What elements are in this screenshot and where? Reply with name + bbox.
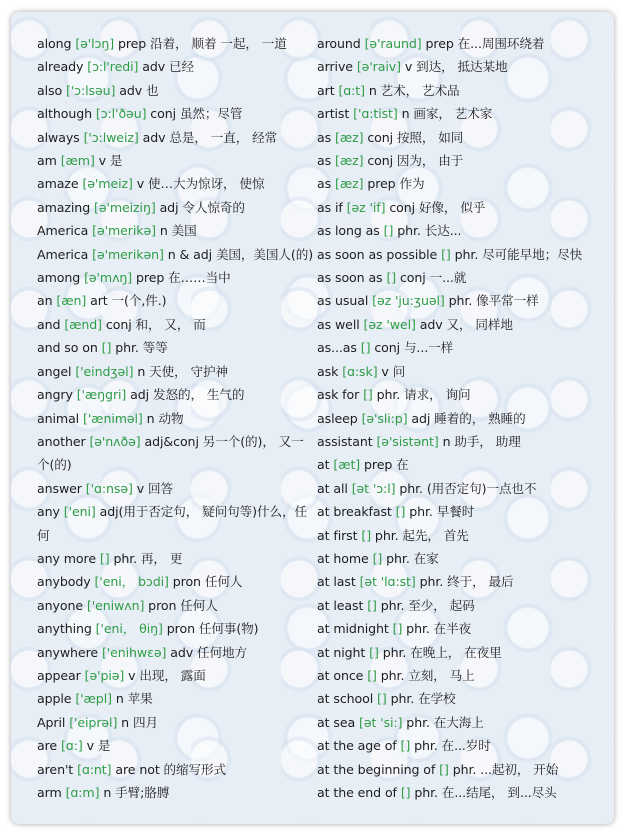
vocab-entry: [317, 664, 602, 687]
entry-word: as long as: [317, 223, 380, 239]
entry-word: an: [37, 293, 53, 309]
entry-word: at home: [317, 550, 369, 566]
entry-word: amaze: [37, 176, 79, 192]
vocab-entry: [317, 149, 602, 172]
entry-definition: n 画家， 艺术家: [401, 106, 493, 122]
entry-phonetic: []: [400, 785, 411, 800]
entry-phonetic: [ə'meiz]: [82, 176, 133, 192]
entry-word: as soon as possible: [317, 246, 438, 262]
vocab-entry: [37, 172, 307, 195]
vocab-entry: [37, 383, 307, 406]
entry-definition: n 动物: [146, 410, 184, 426]
entry-phonetic: [æt]: [333, 457, 361, 473]
entry-word: as usual: [317, 293, 369, 309]
vocab-entry: [37, 641, 307, 664]
entry-definition: adj 睡着的， 熟睡的: [411, 410, 526, 426]
entry-definition: phr. 起先， 首先: [374, 527, 469, 543]
entry-phonetic: []: [392, 621, 403, 637]
entry-definition: phr. 在晚上， 在夜里: [382, 644, 502, 660]
entry-phonetic: []: [369, 644, 379, 660]
entry-definition: phr. 终于， 最后: [419, 574, 514, 590]
entry-phonetic: [ət 'si:]: [359, 714, 403, 730]
entry-word: always: [37, 129, 80, 145]
entry-word: at the beginning of: [317, 761, 436, 777]
entry-word: aren't: [37, 761, 74, 777]
entry-phonetic: ['æpl]: [75, 691, 112, 707]
entry-phonetic: [ɑ:m]: [65, 785, 100, 800]
entry-word: already: [37, 59, 84, 75]
entry-word: at night: [317, 644, 366, 660]
entry-definition: conj 好像， 似乎: [389, 199, 486, 215]
vocab-entry: [37, 196, 307, 219]
entry-word: along: [37, 36, 72, 51]
entry-word: at: [317, 457, 330, 473]
vocab-entry: [317, 126, 602, 149]
entry-phonetic: [ə'nʌðə]: [89, 433, 141, 449]
entry-word: at the end of: [317, 785, 397, 800]
entry-definition: n 四月: [121, 714, 158, 730]
entry-definition: v 问: [381, 363, 406, 379]
vocab-entry: [317, 453, 602, 476]
entry-phonetic: []: [367, 597, 377, 613]
vocab-entry: [317, 594, 602, 617]
entry-word: at last: [317, 574, 356, 590]
entry-phonetic: ['ɑ:tist]: [353, 106, 398, 122]
entry-word: as: [317, 176, 332, 192]
entry-phonetic: [ə'merikən]: [92, 246, 164, 262]
entry-definition: prep 在……当中: [136, 270, 231, 286]
vocab-entry: [37, 547, 307, 570]
entry-phonetic: [ɑ:]: [60, 738, 83, 754]
entry-word: assistant: [317, 433, 373, 449]
vocab-entry: [317, 172, 602, 195]
entry-phonetic: [ə'mʌŋ]: [84, 270, 133, 286]
entry-word: as: [317, 153, 332, 169]
vocab-entry: [317, 360, 602, 383]
vocab-entry: [317, 547, 602, 570]
vocab-entry: [317, 266, 602, 289]
vocab-entry: [37, 243, 314, 266]
vocab-entry: [37, 336, 307, 359]
entry-definition: art 一(个,件.): [90, 293, 167, 309]
entry-word: April: [37, 714, 66, 730]
vocab-entry: [317, 313, 602, 336]
entry-definition: phr. 在家: [386, 550, 439, 566]
entry-word: amazing: [37, 199, 91, 215]
entry-phonetic: [æz]: [335, 176, 364, 192]
entry-phonetic: ['eindʒəl]: [75, 363, 134, 379]
entry-definition: adv 已经: [142, 59, 195, 75]
entry-phonetic: []: [363, 387, 373, 403]
entry-definition: phr. 立刻， 马上: [380, 667, 475, 683]
entry-word: anybody: [37, 574, 91, 590]
entry-definition: n 美国: [159, 223, 197, 239]
vocab-entry: [317, 477, 602, 500]
entry-definition: n & adj 美国，美国人(的): [167, 246, 314, 262]
entry-definition: v 出现， 露面: [128, 667, 206, 683]
entry-definition: phr. 在...岁时: [414, 738, 491, 754]
vocab-entry: [317, 758, 602, 781]
entry-phonetic: ['ɔ:lweiz]: [83, 129, 139, 145]
entry-phonetic: [əz 'ju:ʒuəl]: [372, 293, 445, 309]
entry-word: as if: [317, 199, 343, 215]
vocabulary-sheet: [11, 12, 614, 824]
entry-phonetic: []: [372, 550, 383, 566]
vocab-entry: [37, 32, 307, 55]
entry-definition: v 是: [98, 153, 123, 169]
vocab-entry: [37, 664, 307, 687]
entry-definition: conj 和， 又， 而: [105, 316, 206, 332]
vocab-entry: [37, 55, 307, 78]
right-column: [317, 32, 602, 804]
entry-word: as: [317, 129, 332, 145]
entry-phonetic: [ænd]: [64, 316, 102, 332]
entry-definition: conj 与...一样: [374, 340, 454, 356]
vocab-entry: [37, 570, 307, 593]
entry-word: at first: [317, 527, 358, 543]
entry-definition: adv 又， 同样地: [419, 316, 513, 332]
entry-phonetic: []: [101, 340, 112, 356]
vocab-entry: [317, 336, 602, 359]
entry-word: angry: [37, 387, 73, 403]
vocab-entry: [317, 524, 602, 547]
vocab-entry: [317, 196, 602, 219]
entry-word: anywhere: [37, 644, 99, 660]
entry-definition: phr. ...起初， 开始: [452, 761, 559, 777]
vocab-entry: [37, 617, 307, 640]
entry-word: am: [37, 153, 57, 169]
entry-phonetic: [æn]: [56, 293, 87, 309]
entry-definition: phr. 尽可能早地；尽快: [454, 246, 583, 262]
entry-definition: prep 在: [364, 457, 409, 473]
entry-definition: phr. 在...结尾， 到...尽头: [414, 785, 557, 800]
entry-phonetic: []: [395, 504, 406, 520]
entry-word: any more: [37, 550, 96, 566]
entry-word: arrive: [317, 59, 353, 75]
vocab-entry: [37, 734, 307, 757]
entry-word: and: [37, 316, 61, 332]
entry-phonetic: [ɔ:l'redi]: [87, 59, 139, 75]
vocab-entry: [317, 641, 602, 664]
entry-phonetic: [ɑ:sk]: [342, 363, 378, 379]
entry-word: anyone: [37, 597, 83, 613]
entry-word: America: [37, 223, 89, 239]
entry-word: at school: [317, 691, 374, 707]
entry-phonetic: [ə'meiziŋ]: [94, 199, 156, 215]
entry-definition: phr. (用否定句)一点也不: [399, 480, 537, 496]
entry-word: around: [317, 36, 361, 51]
entry-word: ask for: [317, 387, 360, 403]
entry-definition: phr. 等等: [115, 340, 168, 356]
vocab-entry: [37, 781, 307, 804]
entry-phonetic: []: [99, 550, 110, 566]
entry-word: at once: [317, 667, 364, 683]
entry-definition: adv 也: [119, 82, 159, 98]
entry-phonetic: ['ɔ:lsəu]: [66, 82, 116, 98]
vocab-entry: [317, 711, 602, 734]
entry-word: are: [37, 738, 58, 754]
entry-definition: prep 作为: [367, 176, 425, 192]
vocab-entry: [317, 734, 602, 757]
entry-definition: adj(用于否定句， 疑问句等)什么，任何: [37, 504, 307, 543]
entry-definition: are not 的缩写形式: [115, 761, 227, 777]
vocab-entry: [317, 781, 602, 804]
entry-phonetic: []: [377, 691, 387, 707]
entry-definition: prep 在...周围环绕着: [425, 36, 545, 51]
entry-word: as...as: [317, 340, 357, 356]
vocab-entry: [37, 711, 307, 734]
entry-definition: phr. 在半夜: [406, 621, 472, 637]
vocab-entry: [317, 570, 602, 593]
entry-definition: adj 令人惊奇的: [159, 199, 245, 215]
entry-definition: pron 任何人: [148, 597, 218, 613]
vocab-entry: [317, 383, 602, 406]
entry-word: America: [37, 246, 89, 262]
entry-definition: pron 任何事(物): [166, 621, 259, 637]
vocab-entry: [317, 32, 602, 55]
entry-definition: adv 任何地方: [170, 644, 247, 660]
entry-phonetic: [æm]: [60, 153, 95, 169]
entry-word: at sea: [317, 714, 356, 730]
entry-word: answer: [37, 480, 82, 496]
vocab-entry: [317, 243, 602, 266]
entry-word: another: [37, 433, 86, 449]
entry-phonetic: []: [367, 667, 377, 683]
entry-phonetic: []: [361, 527, 372, 543]
entry-phonetic: [ɑ:nt]: [77, 761, 112, 777]
left-column: [37, 32, 314, 804]
entry-word: artist: [317, 106, 350, 122]
entry-phonetic: [ə'raund]: [364, 36, 422, 51]
entry-definition: phr. 至少， 起码: [380, 597, 475, 613]
entry-phonetic: []: [441, 246, 451, 262]
entry-phonetic: [ət 'lɑ:st]: [359, 574, 416, 590]
entry-word: at breakfast: [317, 504, 392, 520]
vocab-entry: [317, 289, 602, 312]
entry-word: any: [37, 504, 60, 520]
entry-phonetic: []: [439, 761, 449, 777]
vocab-entry: [37, 219, 307, 242]
entry-definition: v 是: [86, 738, 111, 754]
entry-word: and so on: [37, 340, 98, 356]
entry-phonetic: [ɑ:t]: [338, 82, 365, 98]
vocab-entry: [37, 500, 307, 547]
entry-definition: n 天使， 守护神: [137, 363, 228, 379]
entry-definition: v 使…大为惊讶， 使惊: [136, 176, 265, 192]
entry-phonetic: []: [386, 270, 397, 286]
entry-definition: n 手臂;胳膊: [103, 785, 170, 800]
entry-phonetic: [əz 'if]: [346, 199, 386, 215]
vocab-entry: [37, 313, 307, 336]
vocab-entry: [317, 79, 602, 102]
entry-phonetic: ['eni， θiŋ]: [95, 621, 163, 637]
entry-word: asleep: [317, 410, 358, 426]
vocab-entry: [37, 594, 307, 617]
vocab-entry: [37, 149, 307, 172]
entry-word: art: [317, 82, 335, 98]
entry-definition: phr. 再， 更: [113, 550, 183, 566]
entry-definition: phr. 请求， 询问: [376, 387, 471, 403]
vocab-entry: [317, 55, 602, 78]
entry-definition: conj 虽然；尽管: [150, 106, 243, 122]
vocab-entry: [317, 219, 602, 242]
entry-word: although: [37, 106, 92, 122]
entry-phonetic: ['eni， bɔdi]: [94, 574, 169, 590]
entry-word: at all: [317, 480, 348, 496]
entry-word: as soon as: [317, 270, 383, 286]
entry-definition: phr. 像平常一样: [448, 293, 539, 309]
entry-word: at the age of: [317, 738, 397, 754]
entry-word: among: [37, 270, 81, 286]
entry-phonetic: [ə'sli:p]: [361, 410, 408, 426]
entry-definition: conj 因为， 由于: [367, 153, 464, 169]
entry-phonetic: []: [383, 223, 394, 239]
entry-phonetic: ['eiprəl]: [69, 714, 118, 730]
entry-phonetic: ['æniməl]: [83, 410, 143, 426]
entry-definition: phr. 长达...: [397, 223, 462, 239]
entry-phonetic: [ə'lɔŋ]: [75, 36, 115, 51]
entry-definition: pron 任何人: [172, 574, 243, 590]
vocab-entry: [37, 430, 307, 477]
vocab-entry: [37, 407, 307, 430]
vocab-entry: [317, 500, 602, 523]
entry-definition: conj 一...就: [399, 270, 467, 286]
vocab-entry: [37, 289, 307, 312]
entry-definition: v 回答: [136, 480, 173, 496]
vocab-entry: [317, 617, 602, 640]
vocab-entry: [37, 79, 307, 102]
entry-definition: phr. 在学校: [390, 691, 456, 707]
entry-definition: prep 沿着， 顺着 一起， 一道: [117, 36, 287, 51]
entry-definition: adv 总是， 一直， 经常: [142, 129, 278, 145]
entry-word: apple: [37, 691, 72, 707]
entry-word: at least: [317, 597, 364, 613]
vocab-entry: [37, 360, 307, 383]
entry-word: at midnight: [317, 621, 389, 637]
entry-phonetic: ['æŋgri]: [76, 387, 127, 403]
entry-definition: n 苹果: [115, 691, 153, 707]
entry-phonetic: []: [400, 738, 411, 754]
vocab-entry: [317, 430, 602, 453]
entry-phonetic: ['eniwʌn]: [86, 597, 145, 613]
entry-phonetic: ['ɑ:nsə]: [85, 480, 133, 496]
entry-definition: v 到达， 抵达某地: [404, 59, 508, 75]
entry-phonetic: [æz]: [335, 153, 364, 169]
entry-phonetic: [ə'piə]: [84, 667, 125, 683]
vocab-entry: [37, 477, 307, 500]
entry-phonetic: []: [360, 340, 371, 356]
entry-definition: adj&conj 另一个(的)， 又一个(的): [37, 433, 304, 473]
entry-phonetic: ['eni]: [63, 504, 96, 520]
entry-definition: conj 按照， 如同: [367, 129, 464, 145]
entry-phonetic: [ɔ:l'ðəu]: [95, 106, 147, 122]
entry-phonetic: [ət 'ɔ:l]: [351, 480, 396, 496]
entry-definition: phr. 在大海上: [406, 714, 484, 730]
entry-definition: phr. 早餐时: [409, 504, 475, 520]
vocab-entry: [317, 102, 602, 125]
entry-phonetic: [əz 'wel]: [363, 316, 416, 332]
entry-word: arm: [37, 785, 62, 800]
entry-word: appear: [37, 667, 81, 683]
entry-word: ask: [317, 363, 339, 379]
vocab-entry: [37, 687, 307, 710]
entry-phonetic: [ə'raiv]: [356, 59, 401, 75]
vocab-entry: [37, 266, 307, 289]
vocab-entry: [37, 758, 307, 781]
vocab-entry: [317, 407, 602, 430]
entry-word: angel: [37, 363, 72, 379]
entry-definition: n 艺术， 艺术品: [368, 82, 460, 98]
entry-phonetic: [ə'merikə]: [92, 223, 156, 239]
entry-word: anything: [37, 621, 92, 637]
vocab-entry: [37, 102, 307, 125]
entry-phonetic: ['enihwɛə]: [101, 644, 167, 660]
entry-definition: n 助手， 助理: [442, 433, 521, 449]
vocab-entry: [317, 687, 602, 710]
entry-definition: adj 发怒的， 生气的: [130, 387, 245, 403]
vocab-entry: [37, 126, 307, 149]
entry-word: as well: [317, 316, 360, 332]
entry-word: also: [37, 82, 63, 98]
entry-word: animal: [37, 410, 80, 426]
entry-phonetic: [ə'sistənt]: [376, 433, 439, 449]
entry-phonetic: [æz]: [335, 129, 364, 145]
